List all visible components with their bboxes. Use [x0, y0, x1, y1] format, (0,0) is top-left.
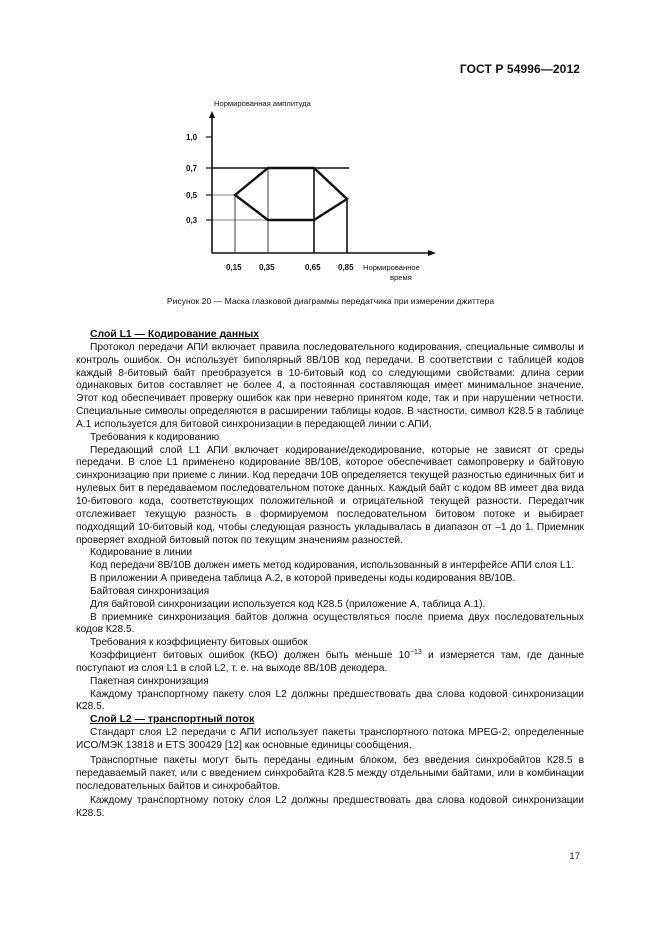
- paragraph: Для байтовой синхронизации используется код К28.5 (приложение А, таблица А.1).: [90, 598, 486, 610]
- page-number: 17: [569, 851, 580, 862]
- y-tick-label: 0,7: [186, 164, 198, 173]
- paragraph: Протокол передачи АПИ включает правила последовательного кодирования, специальные символы и контроль ошибок. Он использует биполярный 8В/10В код передачи. В соответствии с таблицей кодов каждый 8-битовый байт преобразуется в 10-битовый код со следующими свойствами: длина серии одинаковых битов составляет не более 4, а постоянная составляющая имеет минимальное значение. Этот код обеспечивает проверку ошибок как при неверно принятом коде, так и при нарушении четности. Специальные символы определяются в расширении таблицы кодов. В частности, символ К28.5 в таблице А.1 используется для битовой синхронизации в передающей линии с АПИ.: [76, 341, 584, 430]
- document-body: [76, 329, 584, 821]
- paragraph: Передающий слой L1 АПИ включает кодирование/декодирование, которые не зависят от среды передачи. В слое L1 применено кодирование 8В/10В, которое обеспечивает самопроверку и байтовую синхронизацию при приеме с линии. Код передачи 10В определяется текущей разностью единичных бит и нулевых бит в передаваемом последовательном потоке данных. Каждый байт с кодом 8В имеет два вида 10-битового кода, соответствующих положительной и отрицательной текущей разности. Передатчик отслеживает текущую разность в формируемом последовательном битовом потоке и выбирает подходящий 10-битовый код, чтобы следующая разность укладывалась в диапазон от –1 до 1. Приемник проверяет входной битовый поток по текущим значениям разностей.: [76, 444, 584, 546]
- text-run: и измеряется там, где данные поступают из слоя L1 в слой L2, т. е. на выходе 8В/10В декодера.: [76, 650, 584, 674]
- paragraph: [76, 650, 584, 676]
- x-axis-label-line2: время: [390, 273, 412, 282]
- subheading: Байтовая синхронизация: [90, 585, 210, 597]
- paragraph: Каждому транспортному пакету слоя L2 должны предшествовать два слова кодовой синхронизации К28.5.: [76, 688, 584, 713]
- subheading: Кодирование в линии: [90, 547, 193, 559]
- section-heading: Слой L2 — транспортный поток: [90, 714, 255, 726]
- y-axis-label: Нормированная амплитуда: [214, 99, 311, 108]
- y-tick-label: 0,3: [186, 216, 198, 225]
- eye-mask-figure: [0, 0, 661, 300]
- x-tick-label: 0,65: [305, 263, 321, 272]
- exponent: −13: [409, 649, 422, 657]
- text-run: Коэффициент битовых ошибок (КБО) должен быть меньше 10: [90, 650, 410, 662]
- paragraph: В приложении А приведена таблица А.2, в которой приведены коды кодирования 8В/10В.: [90, 573, 516, 585]
- y-tick-label: 1,0: [186, 133, 198, 142]
- subheading: Требования к кодированию: [90, 431, 220, 443]
- paragraph: Каждому транспортному потоку слоя L2 должны предшествовать два слова кодовой синхронизации К28.5.: [76, 795, 584, 820]
- eye-mask-chart: [0, 0, 661, 300]
- y-axis-arrow-icon: [209, 111, 215, 118]
- x-tick-label: 0,15: [226, 263, 242, 272]
- x-tick-label: 0,35: [259, 263, 275, 272]
- y-tick-label: 0,5: [186, 191, 198, 200]
- document-header: ГОСТ Р 54996—2012: [459, 62, 580, 76]
- paragraph: Стандарт слоя L2 передачи с АПИ использует пакеты транспортного потока MPEG-2, определенные ИСО/МЭК 13818 и ETS 300429 [12] как основные единицы сообщения.: [76, 727, 584, 751]
- subheading: Требования к коэффициенту битовых ошибок: [90, 637, 308, 649]
- x-tick-label: 0,85: [338, 263, 354, 272]
- paragraph: Код передачи 8В/10В должен иметь метод кодирования, использованный в интерфейсе АПИ слоя L1.: [90, 560, 575, 572]
- section-heading: Слой L1 — Кодирование данных: [90, 329, 260, 340]
- paragraph: В приемнике синхронизация байтов должна осуществляться после приема двух последовательных кодов К28.5.: [76, 611, 584, 636]
- x-axis-label: Нормированное: [363, 263, 420, 272]
- subheading: Пакетная синхронизация: [90, 675, 209, 687]
- x-axis-arrow-icon: [428, 250, 436, 256]
- figure-caption: Рисунок 20 — Маска глазковой диаграммы передатчика при измерении джиттера: [166, 296, 495, 306]
- paragraph: Транспортные пакеты могут быть переданы единым блоком, без введения синхробайтов К28.5 в передаваемый пакет, или с введением синхробайта К28.5 между отдельными байтами, или в комбинации последовательных байтов и синхробайтов.: [76, 754, 584, 792]
- eye-mask-polygon: [235, 168, 347, 220]
